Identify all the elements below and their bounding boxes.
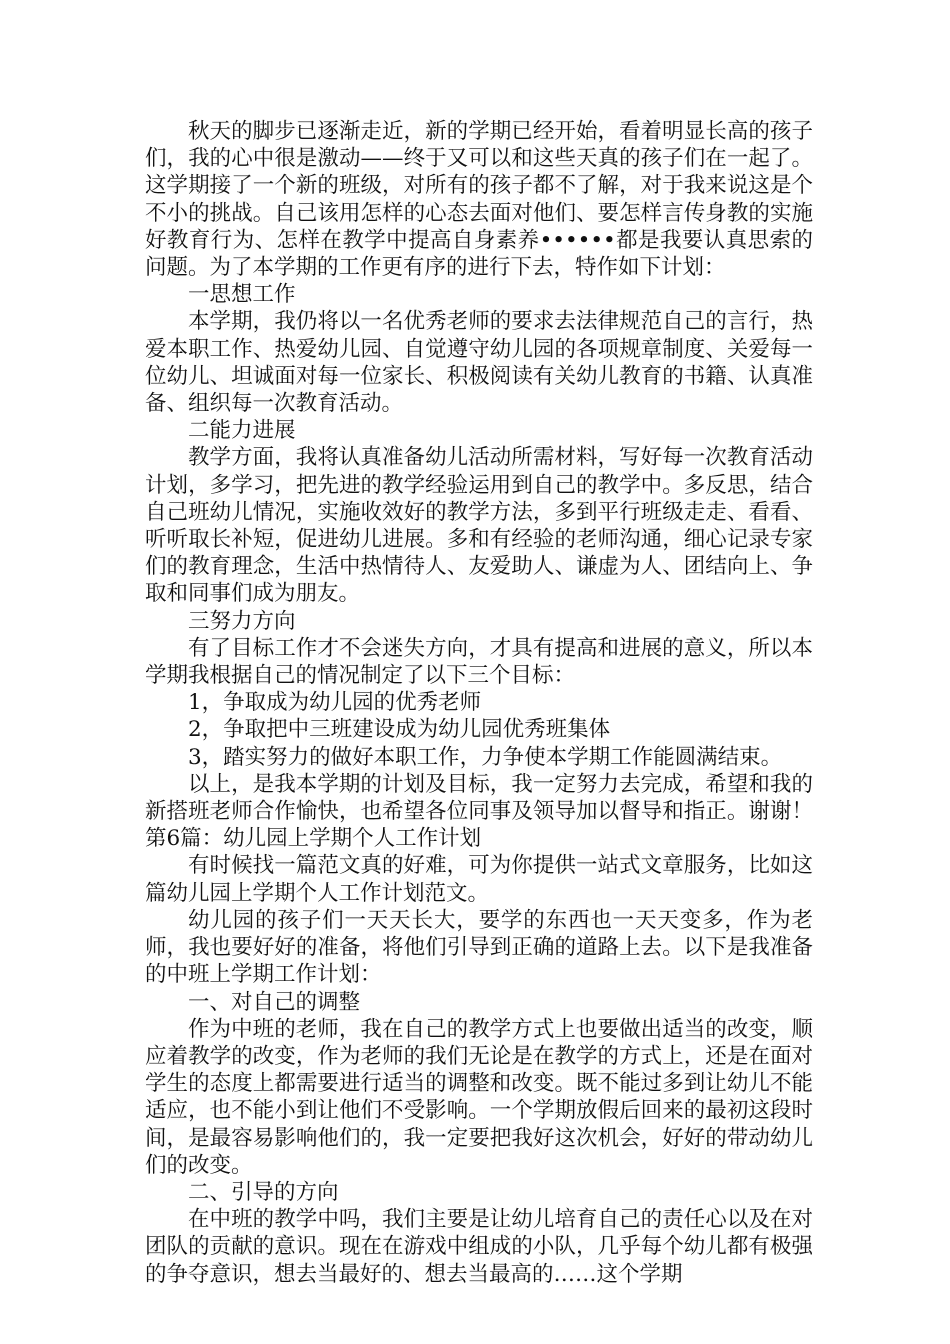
goal-item-3: 3，踏实努力的做好本职工作，力争使本学期工作能圆满结束。 [188, 744, 783, 770]
heading-thought-work: 一思想工作 [188, 282, 296, 308]
paragraph-article-preface: 幼儿园的孩子们一天天长大，要学的东西也一天天变多，作为老师，我也要好好的准备，将他们引导到正确的道路上去。以下是我准备的中班上学期工作计划： [145, 907, 813, 988]
paragraph-ability-development: 教学方面，我将认真准备幼儿活动所需材料，写好每一次教育活动计划，多学习，把先进的教学经验运用到自己的教学中。多反思，结合自己班幼儿情况，实施收效好的教学方法，多到平行班级走走、看看、听听取长补短，促进幼儿进展。多和有经验的老师沟通，细心记录专家们的教育理念，生活中热情待人、友爱助人、谦虚为人、团结向上、争取和同事们成为朋友。 [145, 445, 813, 607]
paragraph-article-intro: 有时候找一篇范文真的好难，可为你提供一站式文章服务，比如这篇幼儿园上学期个人工作计划范文。 [145, 853, 813, 906]
paragraph-intro: 秋天的脚步已逐渐走近，新的学期已经开始，看着明显长高的孩子们，我的心中很是激动——终于又可以和这些天真的孩子们在一起了。这学期接了一个新的班级，对所有的孩子都不了解，对于我来说这是个不小的挑战。自己该用怎样的心态去面对他们、要怎样言传身教的实施好教育行为、怎样在教学中提高自身素养••••••都是我要认真思索的问题。为了本学期的工作更有序的进行下去，特作如下计划： [145, 119, 813, 281]
document-body [145, 118, 813, 1288]
heading-ability-development: 二能力进展 [188, 418, 296, 444]
heading-guidance-direction: 二、引导的方向 [188, 1179, 339, 1205]
goal-item-1: 1，争取成为幼儿园的优秀老师 [188, 690, 482, 716]
heading-effort-direction: 三努力方向 [188, 608, 296, 634]
paragraph-effort-direction: 有了目标工作才不会迷失方向，才具有提高和进展的意义，所以本学期我根据自己的情况制定了以下三个目标： [145, 635, 813, 689]
paragraph-thought-work: 本学期，我仍将以一名优秀老师的要求去法律规范自己的言行，热爱本职工作、热爱幼儿园、自觉遵守幼儿园的各项规章制度、关爱每一位幼儿、坦诚面对每一位家长、积极阅读有关幼儿教育的书籍、认真准备、组织每一次教育活动。 [145, 309, 813, 417]
paragraph-self-adjustment: 作为中班的老师，我在自己的教学方式上也要做出适当的改变，顺应着教学的改变，作为老师的我们无论是在教学的方式上，还是在面对学生的态度上都需要进行适当的调整和改变。既不能过多到让幼儿不能适应，也不能小到让他们不受影响。一个学期放假后回来的最初这段时间，是最容易影响他们的，我一定要把我好这次机会，好好的带动幼儿们的改变。 [145, 1016, 813, 1178]
heading-self-adjustment: 一、对自己的调整 [188, 989, 361, 1015]
paragraph-guidance-direction: 在中班的教学中吗，我们主要是让幼儿培育自己的责任心以及在对团队的贡献的意识。现在在游戏中组成的小队，几乎每个幼儿都有极强的争夺意识，想去当最好的、想去当最高的……这个学期 [145, 1207, 813, 1287]
goal-item-2: 2，争取把中三班建设成为幼儿园优秀班集体 [188, 717, 611, 743]
paragraph-conclusion: 以上，是我本学期的计划及目标，我一定努力去完成，希望和我的新搭班老师合作愉快，也希望各位同事及领导加以督导和指正。谢谢！第6篇：幼儿园上学期个人工作计划 [145, 771, 813, 852]
